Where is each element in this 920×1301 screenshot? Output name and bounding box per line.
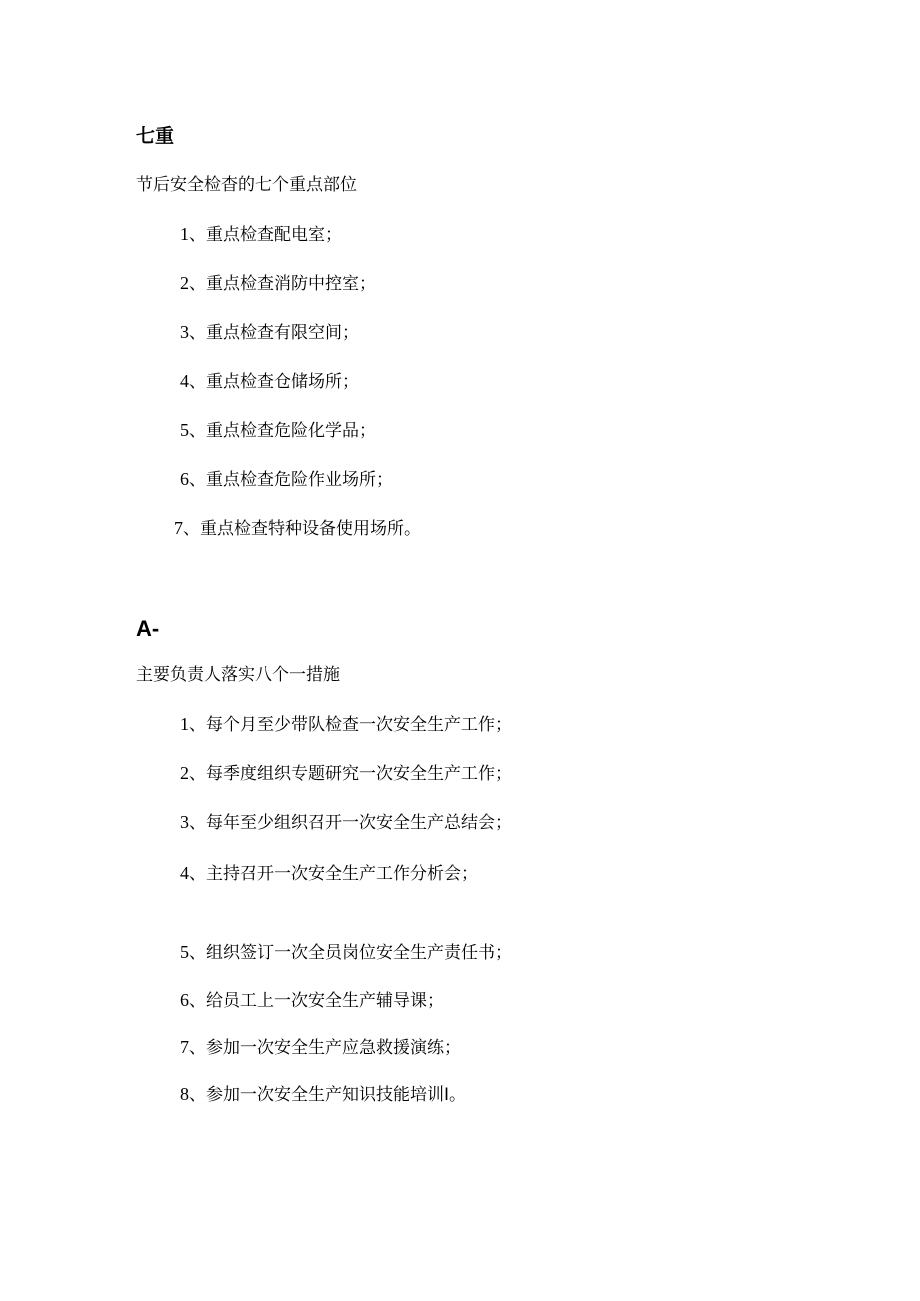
list-item <box>174 517 421 540</box>
item-text: 、组织签订一次全员岗位安全生产责任书； <box>189 943 512 963</box>
list-item <box>180 811 512 834</box>
list-item <box>180 272 376 295</box>
item-text: 、每个月至少带队检查一次安全生产工作； <box>189 715 512 735</box>
item-text: 、重点检查危险化学品； <box>189 421 376 441</box>
section2-title: A- <box>136 616 160 641</box>
item-text: 、重点检查消防中控室； <box>189 274 376 294</box>
item-text: 、重点检查仓储场所； <box>189 372 359 392</box>
item-number: 7 <box>180 1037 189 1057</box>
section1-subtitle: 节后安全检杳的七个重点部位 <box>136 175 357 195</box>
list-item <box>180 762 512 785</box>
item-text: 、参加一次安全生产知识技能培训I。 <box>189 1085 467 1105</box>
item-number: 3 <box>180 812 189 832</box>
item-number: 2 <box>180 273 189 293</box>
list-item <box>180 321 359 344</box>
item-number: 5 <box>180 420 189 440</box>
list-item <box>180 419 376 442</box>
item-number: 4 <box>180 371 189 391</box>
item-text: 、重点检查配电室； <box>189 225 342 245</box>
list-item <box>180 370 359 393</box>
list-item <box>180 713 512 736</box>
list-item <box>180 468 393 491</box>
section2-subtitle: 主要负责人落实八个一措施 <box>136 665 340 685</box>
item-number: 2 <box>180 763 189 783</box>
item-number: 6 <box>180 469 189 489</box>
list-item <box>180 223 342 246</box>
item-text: 、重点检查有限空间； <box>189 323 359 343</box>
list-item <box>180 1036 461 1059</box>
list-item <box>180 862 478 885</box>
section1-title: 七重 <box>136 125 175 147</box>
list-item <box>180 1083 466 1106</box>
item-number: 8 <box>180 1084 189 1104</box>
item-text: 、每季度组织专题研究一次安全生产工作； <box>189 764 512 784</box>
list-item <box>180 941 512 964</box>
list-item <box>180 989 444 1012</box>
item-text: 、重点检查特种设备使用场所。 <box>183 519 421 539</box>
item-number: 1 <box>180 714 189 734</box>
item-text: 、给员工上一次安全生产辅导课； <box>189 991 444 1011</box>
item-number: 5 <box>180 942 189 962</box>
item-number: 7 <box>174 518 183 538</box>
item-number: 4 <box>180 863 189 883</box>
item-text: 、参加一次安全生产应急救援演练； <box>189 1038 461 1058</box>
item-text: 、重点检查危险作业场所； <box>189 470 393 490</box>
item-text: 、每年至少组织召开一次安全生产总结会； <box>189 813 512 833</box>
item-text: 、主持召开一次安全生产工作分析会； <box>189 864 478 884</box>
item-number: 6 <box>180 990 189 1010</box>
item-number: 1 <box>180 224 189 244</box>
item-number: 3 <box>180 322 189 342</box>
